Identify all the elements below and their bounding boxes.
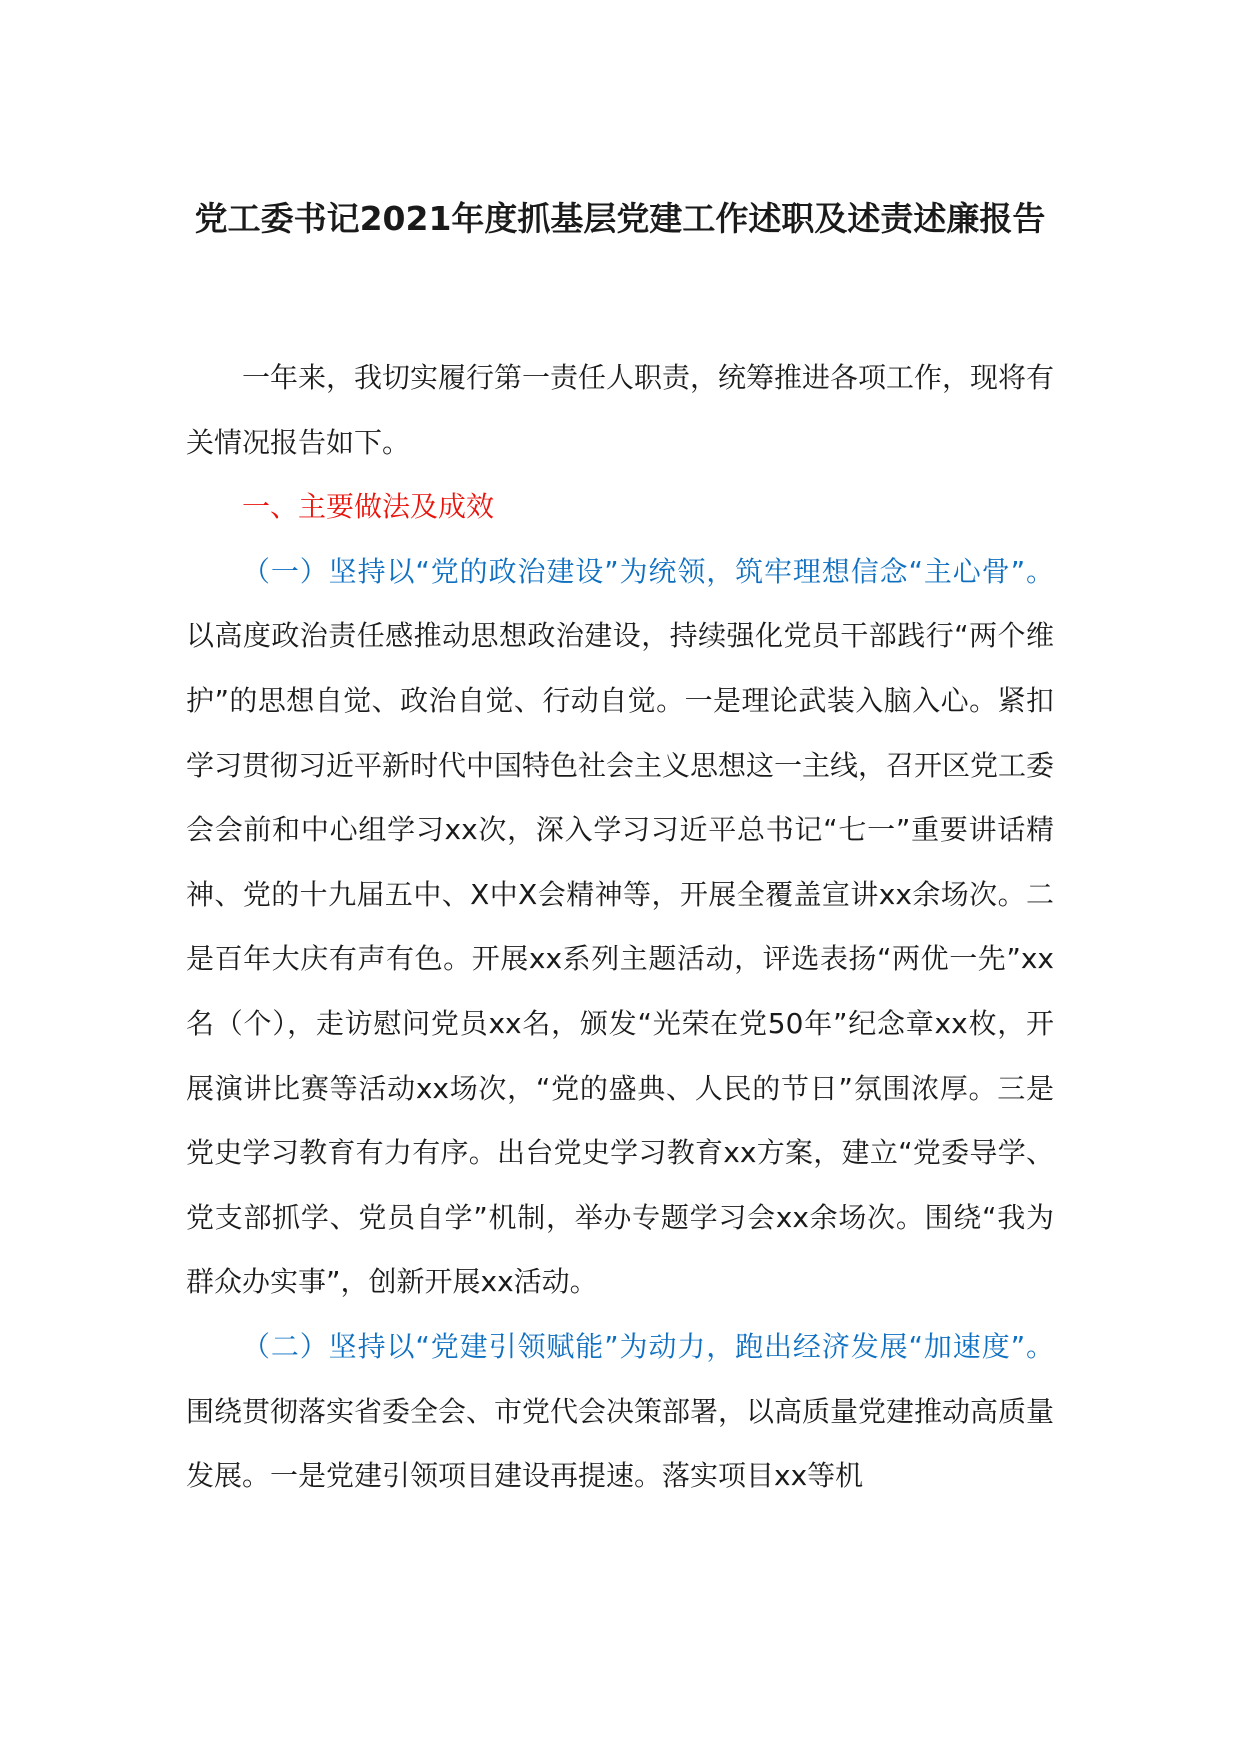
subheading-party-building-empowerment: （二）坚持以“党建引领赋能”为动力，跑出经济发展“加速度”。 [242,1329,1054,1363]
document-body [186,346,1054,1509]
document-page [186,0,1054,1754]
document-title: 党工委书记2021年度抓基层党建工作述职及述责述廉报告 [194,199,1046,238]
subheading-political-construction: （一）坚持以“党的政治建设”为统领，筑牢理想信念“主心骨”。 [242,554,1054,588]
section-heading-main-practices: 一、主要做法及成效 [242,490,495,524]
paragraph-party-building-empowerment [186,1315,1054,1509]
paragraph-party-building-empowerment-body: 围绕贯彻落实省委全会、市党代会决策部署，以高质量党建推动高质量发展。一是党建引领项目建设再提速。落实项目xx等机 [186,1394,1055,1493]
intro-paragraph: 一年来，我切实履行第一责任人职责，统筹推进各项工作，现将有关情况报告如下。 [186,361,1055,459]
paragraph-political-construction [186,540,1054,1315]
paragraph-political-construction-body: 以高度政治责任感推动思想政治建设，持续强化党员干部践行“两个维护”的思想自觉、政治自觉、行动自觉。一是理论武装入脑入心。紧扣学习贯彻习近平新时代中国特色社会主义思想这一主线，召开区党工委会会前和中心组学习xx次，深入学习习近平总书记“七一”重要讲话精神、党的十九届五中、X中X会精神等，开展全覆盖宣讲xx余场次。二是百年大庆有声有色。开展xx系列主题活动，评选表扬“两优一先”xx名（个），走访慰问党员xx名，颁发“光荣在党50年”纪念章xx枚，开展演讲比赛等活动xx场次，“党的盛典、人民的节日”氛围浓厚。三是党史学习教育有力有序。出台党史学习教育xx方案，建立“党委导学、党支部抓学、党员自学”机制，举办专题学习会xx余场次。围绕“我为群众办实事”，创新开展xx活动。 [186,619,1055,1299]
